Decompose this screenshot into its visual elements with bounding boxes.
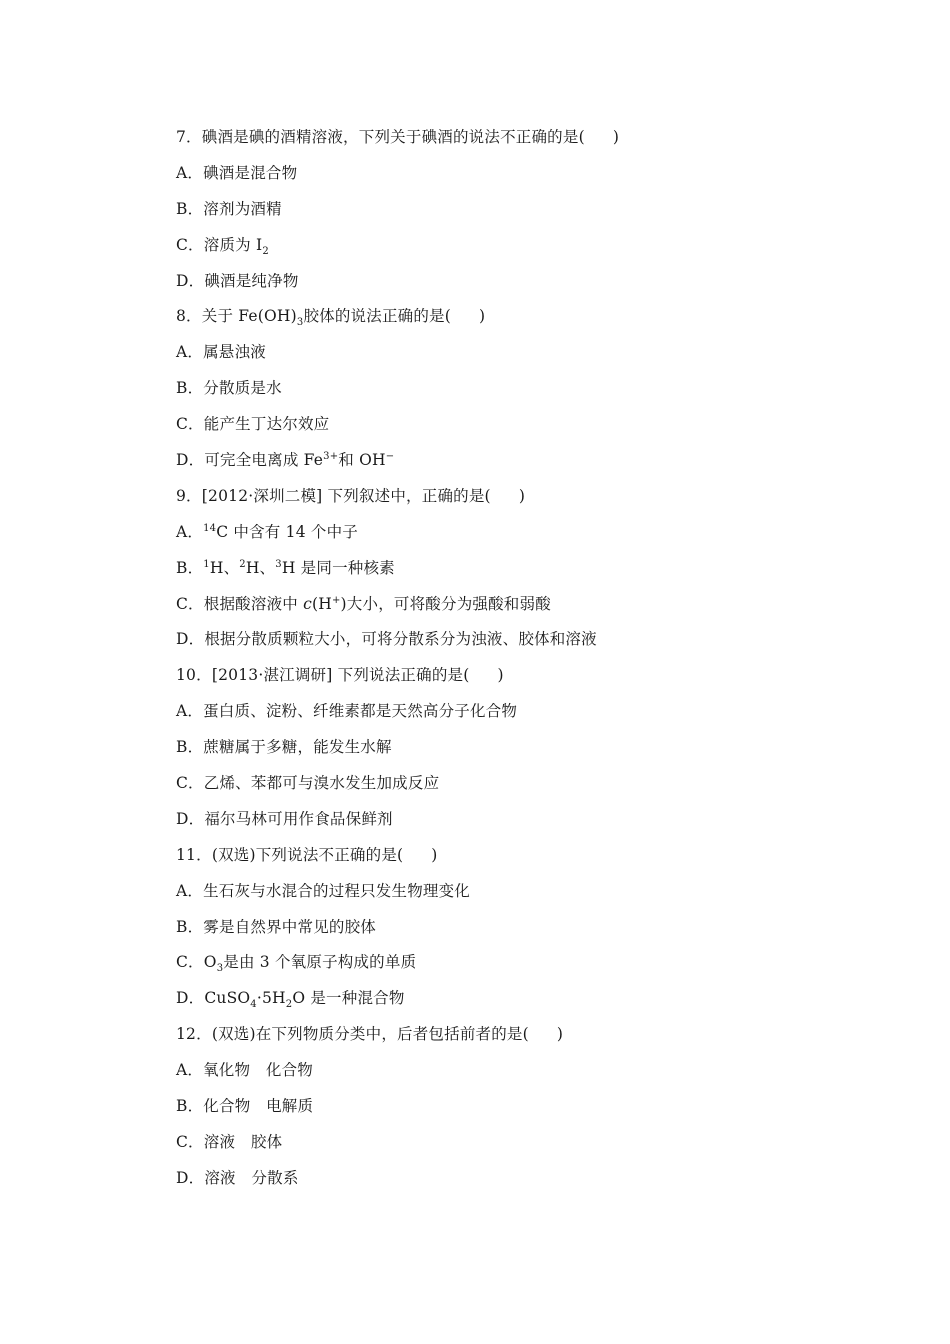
question-12-option-b: B．化合物 电解质	[176, 1097, 314, 1116]
question-8-option-c: C．能产生丁达尔效应	[176, 415, 330, 434]
question-10-stem: 10．[2013·湛江调研] 下列说法正确的是( )	[176, 666, 504, 685]
question-7-option-a: A．碘酒是混合物	[176, 163, 298, 182]
question-12-stem: 12．(双选)在下列物质分类中，后者包括前者的是( )	[176, 1025, 564, 1044]
question-8-option-a: A．属悬浊液	[176, 343, 266, 362]
question-11-option-a: A．生石灰与水混合的过程只发生物理变化	[176, 881, 470, 900]
question-10-option-d: D．福尔马林可用作食品保鲜剂	[176, 809, 393, 828]
question-11-option-c: C．$O_3$是由 3 个氧原子构成的单质	[176, 953, 417, 975]
question-12-option-a: A．氧化物 化合物	[176, 1061, 313, 1080]
question-9-option-a: A．$^{14}$C 中含有 14 个中子	[176, 522, 358, 541]
question-10-option-c: C．乙烯、苯都可与溴水发生加成反应	[176, 774, 440, 793]
question-11-stem: 11．(双选)下列说法不正确的是( )	[176, 845, 438, 864]
question-12-option-c: C．溶液 胶体	[176, 1132, 283, 1151]
question-8-option-d: D．可完全电离成 $Fe^{3+}$和 OH−	[176, 450, 395, 470]
question-7-option-c: C．溶质为 $I_2$	[176, 235, 269, 257]
question-10-option-a: A．蛋白质、淀粉、纤维素都是天然高分子化合物	[176, 702, 518, 721]
question-10-option-b: B．蔗糖属于多糖，能发生水解	[176, 738, 392, 757]
question-11-option-b: B．雾是自然界中常见的胶体	[176, 917, 376, 936]
question-7-option-d: D．碘酒是纯净物	[176, 271, 299, 290]
question-8-stem: 8．关于 $Fe(OH)_3$胶体的说法正确的是( )	[176, 307, 486, 329]
question-9-option-d: D．根据分散质颗粒大小，可将分散系分为浊液、胶体和溶液	[176, 630, 597, 649]
question-8-option-b: B．分散质是水	[176, 379, 282, 398]
exam-page	[176, 124, 816, 1201]
question-9-option-c: C．根据酸溶液中 c(H+)大小，可将酸分为强酸和弱酸	[176, 594, 551, 613]
question-11-option-d: D．$CuSO_4\cdot 5H_2O$ 是一种混合物	[176, 989, 405, 1011]
question-7-stem: 7．碘酒是碘的酒精溶液，下列关于碘酒的说法不正确的是( )	[176, 128, 620, 146]
question-9-option-b: B．$^1$H、$^2$H、$^3$H 是同一种核素	[176, 558, 395, 577]
question-7-option-b: B．溶剂为酒精	[176, 199, 282, 218]
question-9-stem: 9．[2012·深圳二模] 下列叙述中，正确的是( )	[176, 486, 526, 505]
question-12-option-d: D．溶液 分散系	[176, 1168, 299, 1187]
